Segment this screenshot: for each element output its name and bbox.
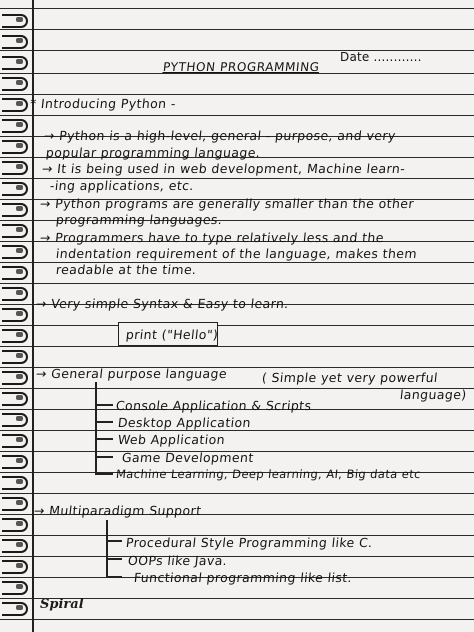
- syntax-heading: → Very simple Syntax & Easy to learn.: [35, 296, 290, 311]
- spiral-ring: [2, 287, 28, 301]
- tree-connector: [106, 540, 122, 542]
- punch-hole: [16, 122, 23, 127]
- spiral-ring: [2, 98, 28, 112]
- margin-line: [32, 0, 34, 632]
- code-example: print ("Hello"): [125, 327, 220, 342]
- spiral-ring: [2, 539, 28, 553]
- spiral-ring: [2, 161, 28, 175]
- spiral-ring: [2, 392, 28, 406]
- punch-hole: [16, 584, 23, 589]
- punch-hole: [16, 80, 23, 85]
- punch-hole: [16, 248, 23, 253]
- punch-hole: [16, 59, 23, 64]
- general-item: Console Application & Scripts: [115, 398, 313, 413]
- intro-line: → Programmers have to type relatively less and the: [39, 230, 385, 245]
- punch-hole: [16, 563, 23, 568]
- punch-hole: [16, 38, 23, 43]
- tree-connector: [95, 404, 113, 406]
- punch-hole: [16, 353, 23, 358]
- intro-line: readable at the time.: [55, 262, 198, 277]
- punch-hole: [16, 395, 23, 400]
- general-item: Game Development: [121, 450, 255, 465]
- spiral-ring: [2, 518, 28, 532]
- general-item: Machine Learning, Deep learning, AI, Big data etc: [115, 467, 422, 481]
- spiral-ring: [2, 77, 28, 91]
- punch-hole: [16, 227, 23, 232]
- intro-line: → It is being used in web development, Machine learn-: [41, 161, 406, 176]
- punch-hole: [16, 185, 23, 190]
- punch-hole: [16, 143, 23, 148]
- tree-connector: [106, 520, 108, 576]
- spiral-ring: [2, 329, 28, 343]
- general-note: ( Simple yet very powerful: [261, 370, 439, 385]
- spiral-ring: [2, 56, 28, 70]
- tree-connector: [95, 473, 113, 475]
- punch-hole: [16, 542, 23, 547]
- spiral-ring: [2, 224, 28, 238]
- tree-connector: [95, 382, 97, 474]
- general-note: language): [399, 387, 468, 402]
- spiral-ring: [2, 308, 28, 322]
- spiral-ring: [2, 497, 28, 511]
- intro-line: -ing applications, etc.: [49, 178, 195, 193]
- spiral-ring: [2, 350, 28, 364]
- punch-hole: [16, 605, 23, 610]
- page-title: PYTHON PROGRAMMING: [162, 60, 321, 74]
- paradigm-item: Functional programming like list.: [133, 570, 353, 585]
- spiral-ring: [2, 413, 28, 427]
- punch-hole: [16, 374, 23, 379]
- intro-line: popular programming language.: [45, 145, 262, 160]
- paradigm-item: OOPs like Java.: [127, 553, 229, 568]
- spiral-ring: [2, 434, 28, 448]
- punch-hole: [16, 479, 23, 484]
- paradigm-item: Procedural Style Programming like C.: [125, 535, 374, 550]
- tree-connector: [95, 438, 113, 440]
- spiral-ring: [2, 140, 28, 154]
- punch-hole: [16, 101, 23, 106]
- punch-hole: [16, 269, 23, 274]
- punch-hole: [16, 311, 23, 316]
- punch-hole: [16, 458, 23, 463]
- spiral-ring: [2, 245, 28, 259]
- punch-hole: [16, 416, 23, 421]
- spiral-ring: [2, 371, 28, 385]
- intro-heading: * Introducing Python -: [29, 96, 177, 111]
- spiral-ring: [2, 203, 28, 217]
- punch-hole: [16, 290, 23, 295]
- tree-connector: [106, 558, 122, 560]
- intro-line: → Python programs are generally smaller than the other: [39, 196, 415, 211]
- general-item: Desktop Application: [117, 415, 252, 430]
- general-heading: → General purpose language: [35, 366, 228, 381]
- spiral-ring: [2, 266, 28, 280]
- spiral-binding: [0, 0, 30, 632]
- general-item: Web Application: [117, 432, 226, 447]
- tree-connector: [106, 576, 122, 578]
- intro-line: → Python is a high-level, general - purpose, and very: [43, 128, 397, 143]
- punch-hole: [16, 17, 23, 22]
- paradigm-heading: → Multiparadigm Support: [33, 503, 203, 518]
- spiral-ring: [2, 602, 28, 616]
- tree-connector: [95, 421, 113, 423]
- spiral-ring: [2, 35, 28, 49]
- punch-hole: [16, 437, 23, 442]
- spiral-ring: [2, 581, 28, 595]
- date-label: Date ............: [340, 50, 422, 64]
- punch-hole: [16, 521, 23, 526]
- spiral-ring: [2, 14, 28, 28]
- spiral-ring: [2, 119, 28, 133]
- spiral-ring: [2, 560, 28, 574]
- spiral-ring: [2, 455, 28, 469]
- punch-hole: [16, 164, 23, 169]
- spiral-ring: [2, 476, 28, 490]
- tree-connector: [95, 456, 113, 458]
- intro-line: indentation requirement of the language, makes them: [55, 246, 418, 261]
- punch-hole: [16, 332, 23, 337]
- punch-hole: [16, 500, 23, 505]
- punch-hole: [16, 206, 23, 211]
- notebook-brand-logo: Spiral: [40, 597, 84, 612]
- spiral-ring: [2, 182, 28, 196]
- intro-line: programming languages.: [55, 212, 224, 227]
